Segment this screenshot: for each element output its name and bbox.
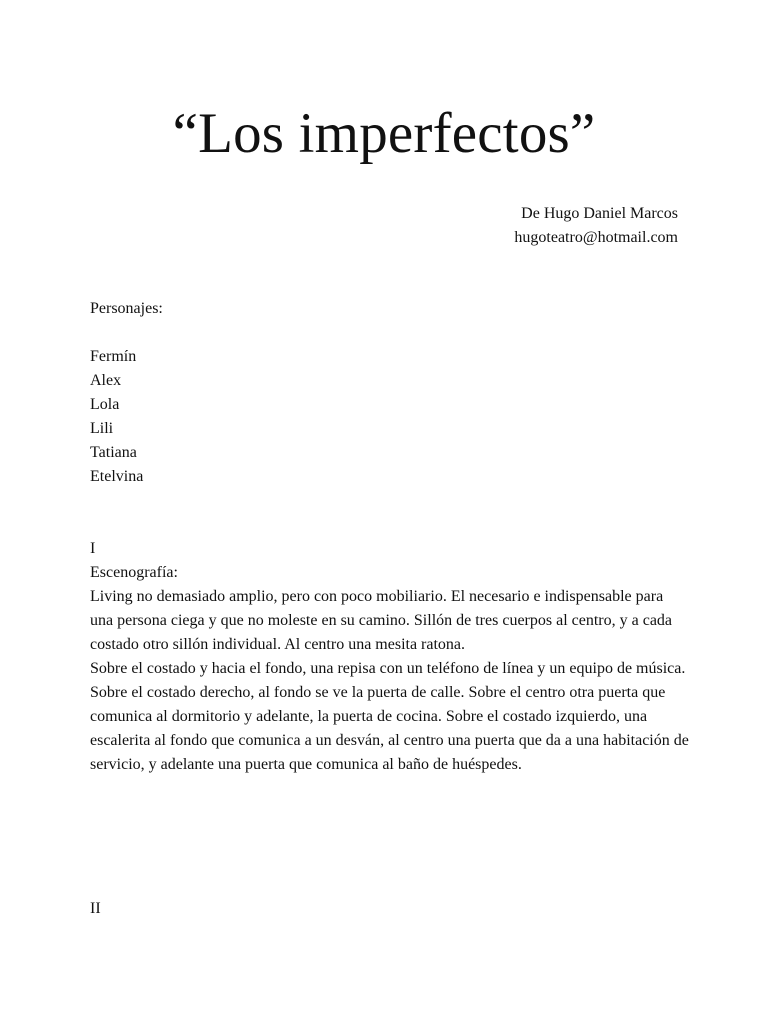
author-line: De Hugo Daniel Marcos — [521, 205, 678, 222]
characters-list — [90, 345, 143, 489]
scenography-heading: Escenografía: — [90, 564, 178, 581]
character-name: Lola — [90, 396, 120, 413]
author-block — [514, 202, 678, 250]
character-name: Alex — [90, 372, 122, 389]
character-name: Lili — [90, 420, 114, 437]
character-name: Fermín — [90, 348, 137, 365]
section-numeral-two: II — [90, 900, 101, 917]
author-email: hugoteatro@hotmail.com — [514, 229, 678, 246]
scenography-paragraph: Sobre el costado derecho, al fondo se ve la puerta de calle. Sobre el centro otra puerta que comunica al dormitorio y adelante, la puerta de cocina. Sobre el costado izquierdo, una escalerita al fondo que comunica a un desván, al centro una puerta que da a una habitación de servicio, y adelante una puerta que comunica al baño de huéspedes. — [90, 684, 689, 773]
scenography-paragraph: Sobre el costado y hacia el fondo, una repisa con un teléfono de línea y un equipo de música. — [90, 660, 686, 677]
section-numeral-one: I — [90, 540, 96, 557]
scenography-paragraph: Living no demasiado amplio, pero con poco mobiliario. El necesario e indispensable para una persona ciega y que no moleste en su camino. Sillón de tres cuerpos al centro, y a cada costado otro sillón individual. Al centro una mesita ratona. — [90, 588, 673, 653]
characters-heading: Personajes: — [90, 300, 163, 317]
scenography-description — [90, 585, 690, 777]
character-name: Etelvina — [90, 468, 144, 485]
character-name: Tatiana — [90, 444, 137, 461]
document-title: “Los imperfectos” — [172, 102, 596, 165]
